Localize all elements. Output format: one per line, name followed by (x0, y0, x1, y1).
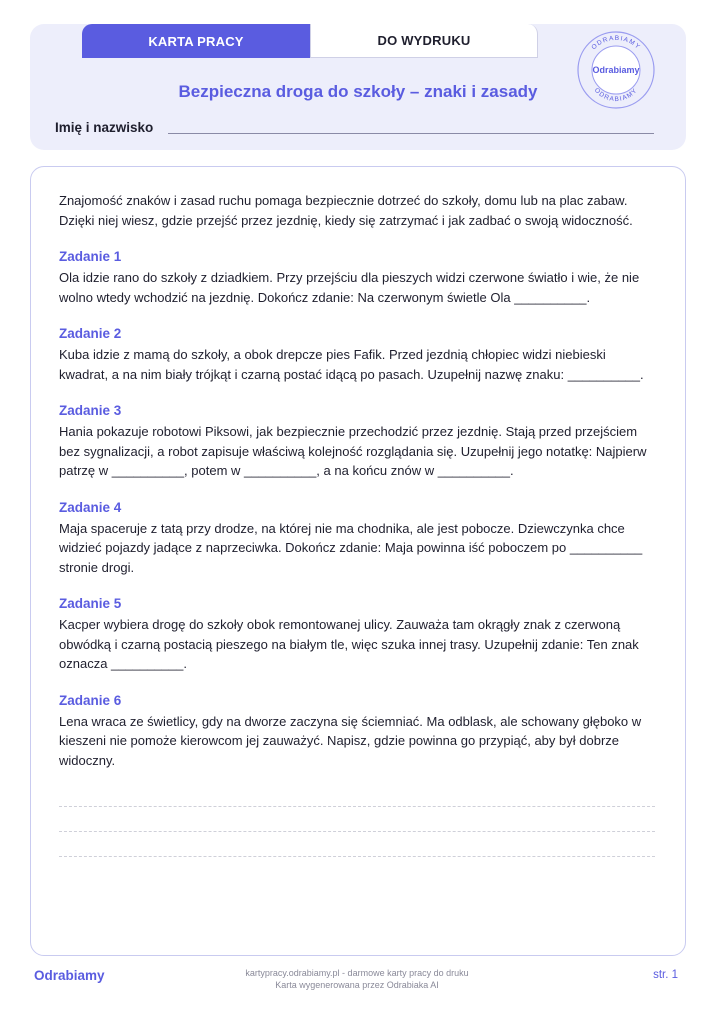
task-3 (59, 401, 655, 481)
task-5 (59, 594, 655, 674)
footer-brand: Odrabiamy (34, 968, 105, 983)
answer-line[interactable] (59, 782, 655, 807)
page-number: str. 1 (653, 969, 678, 981)
name-label: Imię i nazwisko (55, 120, 154, 135)
footer-info (0, 967, 714, 991)
answer-line[interactable] (59, 807, 655, 832)
worksheet-content (30, 166, 686, 956)
footer-generated-line: Karta wygenerowana przez Odrabiaka AI (275, 980, 439, 990)
name-field-line (168, 133, 654, 134)
task-1 (59, 247, 655, 307)
task-6 (59, 691, 655, 858)
task-title: Zadanie 2 (59, 326, 122, 341)
svg-text:ODRABIAMY: ODRABIAMY (592, 86, 640, 104)
task-4 (59, 498, 655, 578)
tab-print[interactable]: DO WYDRUKU (310, 24, 538, 58)
footer-site-line: kartypracy.odrabiamy.pl - darmowe karty pracy do druku (245, 968, 469, 978)
stamp-logo: Odrabiamy (592, 65, 640, 75)
tab-worksheet[interactable]: KARTA PRACY (82, 24, 310, 58)
page-title: Bezpieczna droga do szkoły – znaki i zasady (178, 82, 538, 101)
intro-text: Znajomość znaków i zasad ruchu pomaga bezpiecznie dotrzeć do szkoły, domu lub na plac zabaw. Dzięki niej wiesz, gdzie przejść przez jezdnię, kiedy się zatrzymać i jak zadbać o swoją widoczność. (59, 193, 633, 228)
svg-text:ODRABIAMY: ODRABIAMY (590, 34, 642, 52)
task-title: Zadanie 3 (59, 403, 122, 418)
task-title: Zadanie 6 (59, 692, 122, 708)
task-text: Kuba idzie z mamą do szkoły, a obok drepcze pies Fafik. Przed jezdnią chłopiec widzi niebieski kwadrat, a na nim biały trójkąt i czarną postać idącą po pasach. Uzupełnij nazwę znaku: __________. (59, 347, 644, 382)
task-text: Hania pokazuje robotowi Piksowi, jak bezpiecznie przechodzić przez jezdnię. Stają przed przejściem bez sygnalizacji, a robot zapisuje właściwą kolejność rozglądania się. Uzupełnij jego notatkę: Najpierw patrzę w __________, potem w __________, a na końcu znów w __________. (59, 424, 647, 478)
task-title: Zadanie 4 (59, 499, 122, 515)
task-2 (59, 324, 655, 384)
odrabiamy-stamp-icon (576, 30, 656, 110)
answer-lines (59, 782, 655, 857)
task-title: Zadanie 5 (59, 596, 122, 611)
task-text: Ola idzie rano do szkoły z dziadkiem. Przy przejściu dla pieszych widzi czerwone światło i wie, że nie wolno wtedy wchodzić na jezdnię. Dokończ zdanie: Na czerwonym świetle Ola __________. (59, 270, 640, 305)
task-text: Lena wraca ze świetlicy, gdy na dworze zaczyna się ściemniać. Ma odblask, ale schowany głęboko w kieszeni nie pomoże kierowcom jej zauważyć. Napisz, gdzie powinna go przypiąć, aby był dobrze widoczny. (59, 713, 642, 768)
task-title: Zadanie 1 (59, 249, 122, 264)
task-text: Kacper wybiera drogę do szkoły obok remontowanej ulicy. Zauważa tam okrągły znak z czerwoną obwódką i czarną postacią pieszego na białym tle, więc szuka innej trasy. Uzupełnij zdanie: Ten znak oznacza __________. (59, 617, 639, 671)
answer-line[interactable] (59, 832, 655, 857)
task-text: Maja spaceruje z tatą przy drodze, na której nie ma chodnika, ale jest pobocze. Dziewczynka chce widzieć pojazdy jadące z naprzeciwka. Dokończ zdanie: Maja powinna iść poboczem po __________ stronie drogi. (59, 520, 643, 575)
